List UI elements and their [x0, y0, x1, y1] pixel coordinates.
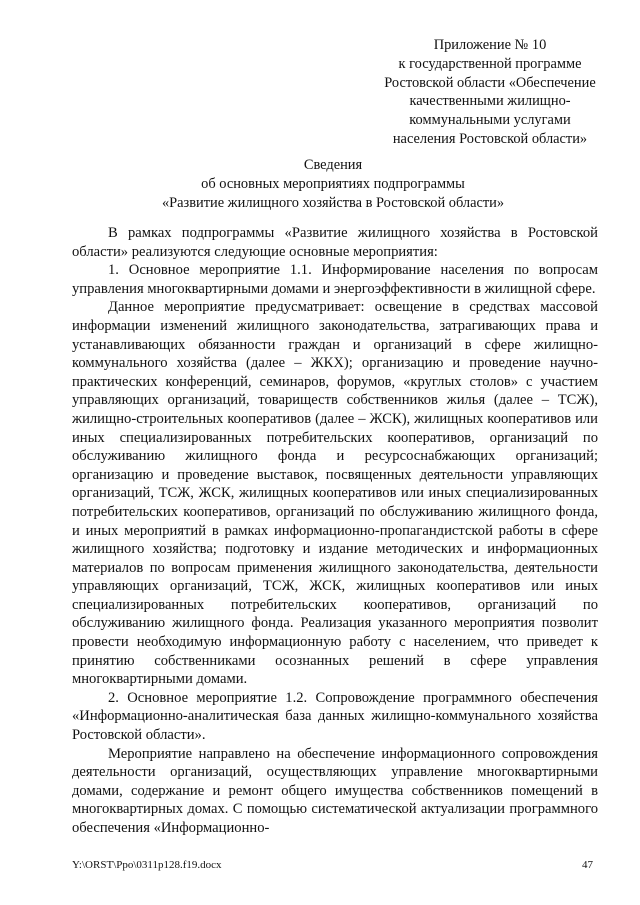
document-heading	[60, 156, 606, 212]
body-paragraph: 1. Основное мероприятие 1.1. Информирование населения по вопросам управления многоквартирными домами и энергоэффективности в жилищной сфере.	[72, 262, 598, 297]
appendix-line: Ростовской области «Обеспечение	[384, 74, 596, 91]
body-paragraph: Данное мероприятие предусматривает: освещение в средствах массовой информации изменений жилищного законодательства, затрагивающих права и устанавливающих обязанности граждан и организаций в сфере жилищно-коммунального хозяйства (далее – ЖКХ); организацию и проведение научно-практических конференций, семинаров, форумов, «круглых столов» с участием управляющих организаций, товариществ собственников жилья (далее – ТСЖ), жилищно-строительных кооперативов (далее – ЖСК), жилищных кооперативов или иных специализированных потребительских кооперативов, организаций по обслуживанию жилищного фонда и ресурсоснабжающих организаций; организацию и проведение выставок, посвященных деятельности управляющих организаций, ТСЖ, ЖСК, жилищных кооперативов или иных специализированных потребительских кооперативов, организаций по обслуживанию жилищного фонда, и иных мероприятий в рамках информационно-пропагандистской работы в сфере жилищного хозяйства; подготовку и издание методических и информационных материалов по вопросам применения жилищного законодательства, деятельности управляющих организаций, ТСЖ, ЖСК, жилищных кооперативов или иных специализированных потребительских кооперативов, организаций по обслуживанию жилищного фонда. Реализация указанного мероприятия позволит провести необходимую информационную работу с населением, что приведет к принятию собственниками осознанных решений в сфере управления многоквартирными домами.	[72, 299, 598, 688]
heading-subprogram-name: «Развитие жилищного хозяйства в Ростовской области»	[161, 194, 505, 211]
appendix-line: населения Ростовской области»	[392, 130, 588, 147]
body-paragraph: 2. Основное мероприятие 1.2. Сопровождение программного обеспечения «Информационно-аналитическая база данных жилищно-коммунального хозяйства Ростовской области».	[72, 689, 598, 744]
appendix-reference	[360, 36, 620, 149]
appendix-line: Приложение № 10	[433, 37, 547, 53]
footer-page-number: 47	[582, 859, 593, 871]
appendix-line: коммунальными услугами	[409, 112, 571, 129]
document-body	[72, 224, 598, 838]
footer-file-path: Y:\ORST\Ppo\0311p128.f19.docx	[72, 859, 222, 871]
appendix-line: к государственной программе	[398, 55, 582, 72]
heading-title: Сведения	[303, 157, 363, 173]
body-paragraph: В рамках подпрограммы «Развитие жилищного хозяйства в Ростовской области» реализуются следующие основные мероприятия:	[72, 225, 598, 260]
appendix-line: качественными жилищно-	[409, 93, 571, 110]
heading-subtitle: об основных мероприятиях подпрограммы	[201, 175, 465, 192]
body-paragraph: Мероприятие направлено на обеспечение информационного сопровождения деятельности организаций, осуществляющих управление многоквартирными домами, содержание и ремонт общего имущества собственников помещений в многоквартирных домах. С помощью систематической актуализации программного обеспечения «Информационно-	[72, 745, 598, 836]
